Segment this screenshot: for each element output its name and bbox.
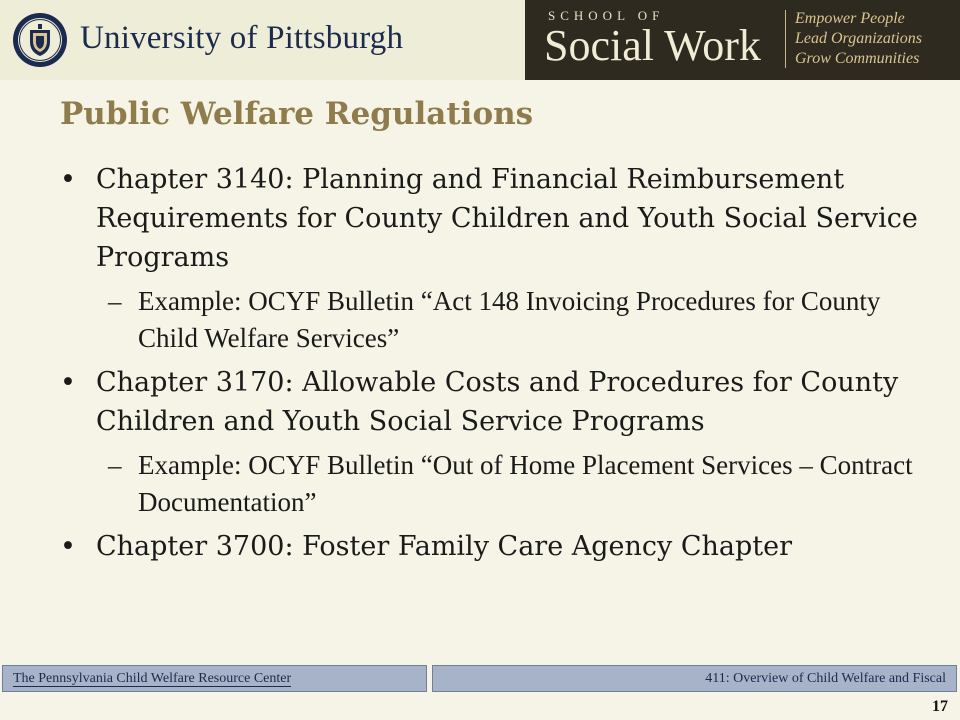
dash-marker: – bbox=[108, 450, 122, 480]
footer-organization[interactable] bbox=[2, 665, 427, 692]
sub-bullet-text: Example: OCYF Bulletin “Act 148 Invoicing Procedures for County Child Welfare Services” bbox=[138, 286, 881, 353]
sub-bullet-item bbox=[58, 283, 938, 357]
bullet-text: Chapter 3140: Planning and Financial Reimbursement Requirements for County Children and Youth Social Service Programs bbox=[96, 164, 918, 273]
university-name: University of Pittsburgh bbox=[80, 20, 404, 56]
dash-marker: – bbox=[108, 286, 122, 316]
tagline-line: Grow Communities bbox=[795, 50, 920, 67]
school-tagline bbox=[795, 9, 922, 69]
tagline-line: Lead Organizations bbox=[795, 30, 922, 47]
sub-bullet-item bbox=[58, 447, 938, 521]
sub-bullet-text: Example: OCYF Bulletin “Out of Home Placement Services – Contract Documentation” bbox=[138, 450, 913, 517]
bullet-marker: • bbox=[60, 164, 76, 195]
school-name: Social Work bbox=[544, 21, 761, 70]
school-label: SCHOOL OF bbox=[548, 8, 665, 23]
bullet-item bbox=[58, 363, 938, 441]
bullet-item bbox=[58, 160, 938, 277]
page-number: 17 bbox=[932, 698, 948, 715]
tagline-line: Empower People bbox=[795, 10, 905, 27]
header bbox=[0, 0, 960, 80]
bullet-list bbox=[58, 160, 938, 566]
slide-title: Public Welfare Regulations bbox=[60, 96, 534, 132]
bullet-marker: • bbox=[60, 367, 76, 398]
university-logo[interactable] bbox=[0, 0, 525, 80]
bullet-text: Chapter 3700: Foster Family Care Agency Chapter bbox=[96, 531, 793, 562]
footer-course bbox=[432, 665, 957, 692]
footer-organization-link[interactable]: The Pennsylvania Child Welfare Resource Center bbox=[13, 671, 292, 686]
bullet-item bbox=[58, 527, 938, 566]
logo-divider bbox=[785, 10, 786, 68]
university-seal-icon bbox=[12, 12, 68, 68]
footer-course-title: 411: Overview of Child Welfare and Fiscal bbox=[705, 671, 946, 686]
bullet-text: Chapter 3170: Allowable Costs and Procedures for County Children and Youth Social Service Programs bbox=[96, 367, 899, 437]
bullet-marker: • bbox=[60, 531, 76, 562]
